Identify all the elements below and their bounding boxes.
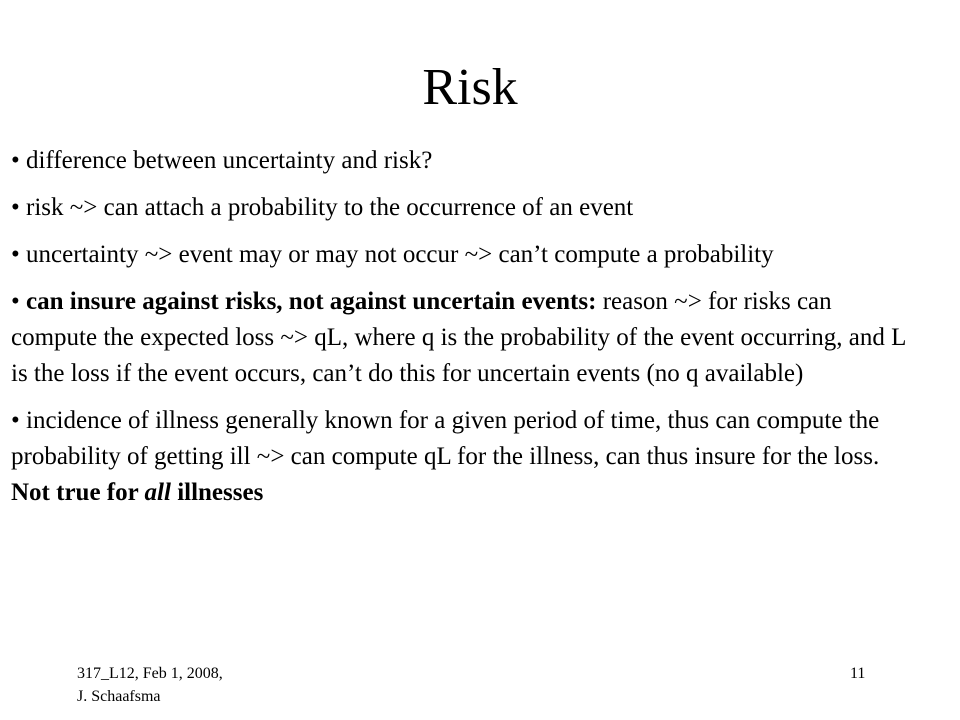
bullet-item: [11, 190, 911, 226]
footer-credit: [77, 662, 223, 708]
bullet-marker: •: [11, 288, 20, 315]
slide-title: Risk: [422, 59, 518, 116]
bullet-text: difference between uncertainty and risk?: [19, 147, 433, 174]
bullet-marker: •: [11, 194, 20, 221]
bullet-item: [11, 403, 911, 511]
bullet-bold-lead: can insure against risks, not against uncertain events:: [19, 288, 597, 315]
bullet-marker: •: [11, 407, 20, 434]
bullet-text: uncertainty ~> event may or may not occur ~> can’t compute a probability: [19, 241, 774, 268]
footer-author: J. Schaafsma: [77, 688, 161, 705]
bullet-bold-tail-end: illnesses: [170, 479, 264, 506]
bullet-marker: •: [11, 147, 20, 174]
bullet-bold-tail: Not true for: [11, 479, 145, 506]
bullet-item: [11, 143, 911, 179]
page-number: 11: [850, 665, 866, 682]
bullet-text: incidence of illness generally known for a given period of time, thus can compute the probability of getting ill ~> can compute qL for the illness, can thus insure for the loss.: [11, 407, 880, 470]
bullet-bold-italic: all: [144, 479, 171, 506]
footer-course-date: 317_L12, Feb 1, 2008,: [77, 665, 223, 682]
bullet-marker: •: [11, 241, 20, 268]
bullet-text: reason ~> for risks can compute the expected loss ~> qL, where q is the probability of the event occurring, and L is the loss if the event occurs, can’t do this for uncertain events (no q available): [11, 288, 906, 387]
bullet-list: [11, 143, 911, 522]
bullet-item: [11, 237, 911, 273]
bullet-item: [11, 284, 911, 392]
bullet-text: risk ~> can attach a probability to the occurrence of an event: [19, 194, 634, 221]
